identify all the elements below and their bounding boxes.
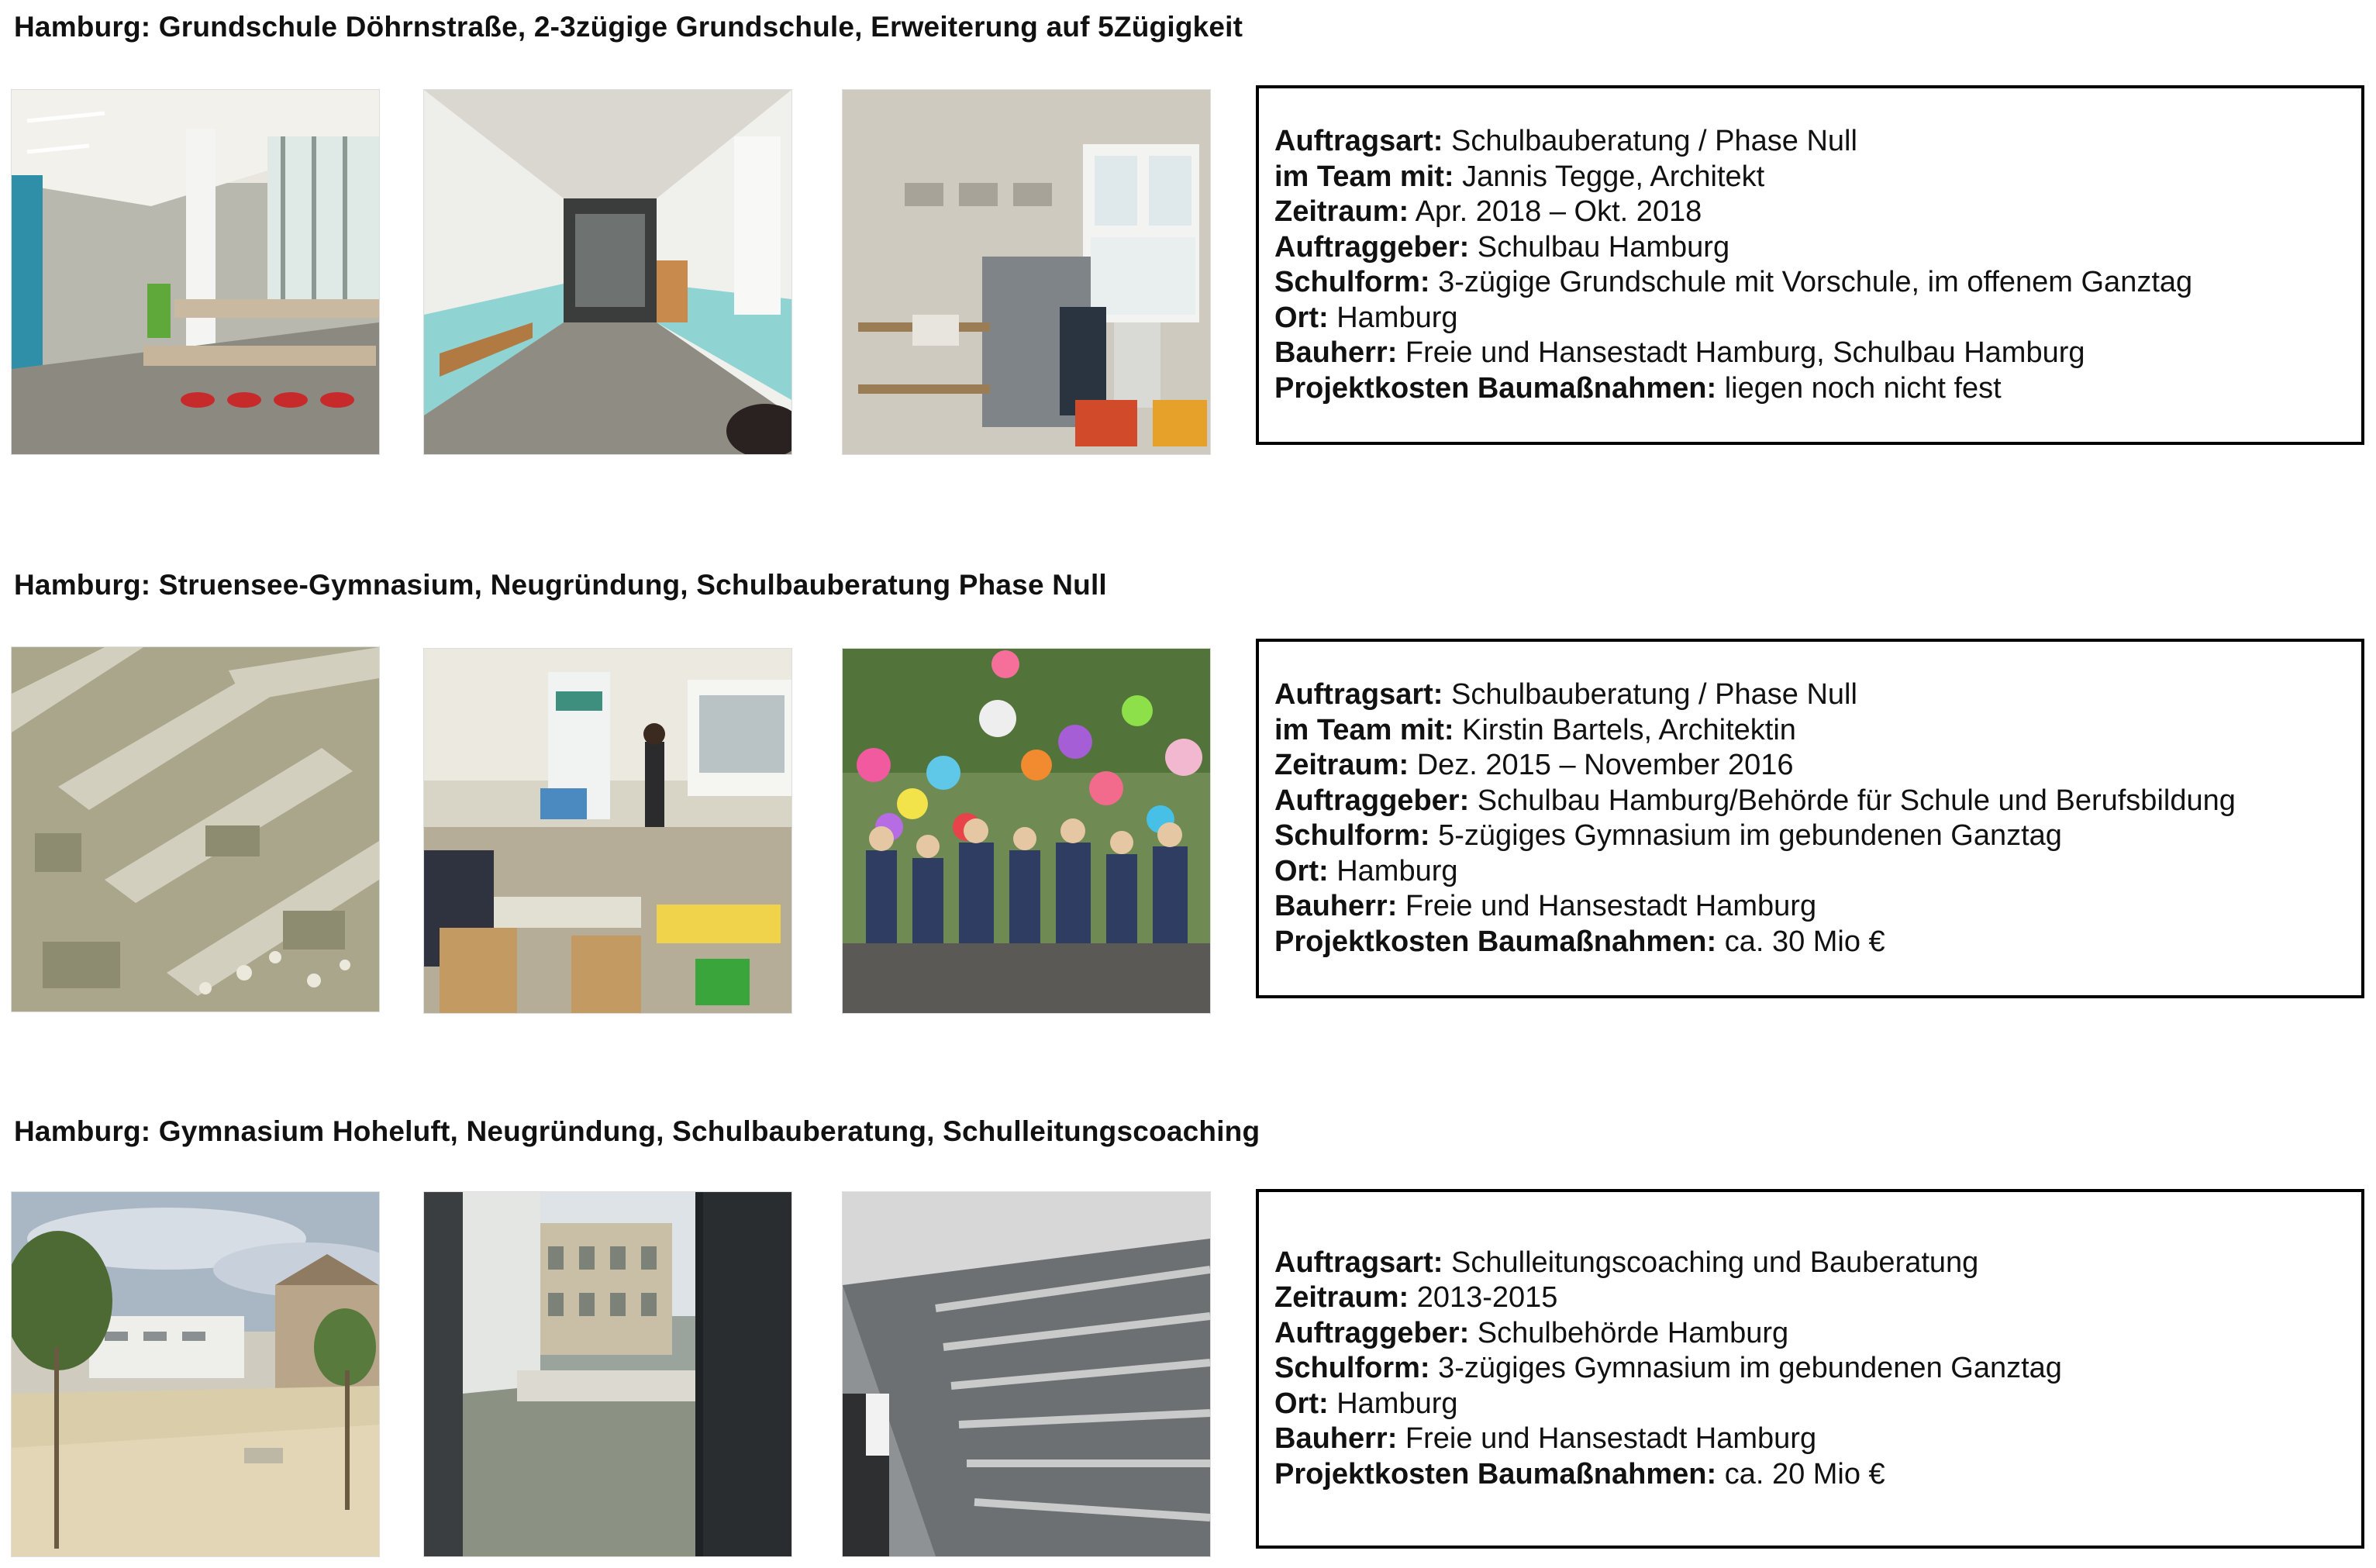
project-title: Hamburg: Grundschule Döhrnstraße, 2-3zügige Grundschule, Erweiterung auf 5Zügigkeit bbox=[14, 11, 1243, 43]
detail-auftragsart: Auftragsart: Schulbauberatung / Phase Null bbox=[1274, 678, 1857, 711]
aerial-map-photo bbox=[11, 646, 380, 1012]
detail-auftraggeber: Auftraggeber: Schulbau Hamburg/Behörde für Schule und Berufsbildung bbox=[1274, 784, 2236, 817]
detail-zeitraum: Zeitraum: 2013-2015 bbox=[1274, 1281, 1558, 1315]
school-hallway-photo bbox=[423, 89, 792, 455]
detail-projektkosten: Projektkosten Baumaßnahmen: ca. 20 Mio € bbox=[1274, 1457, 1885, 1490]
detail-ort: Ort: Hamburg bbox=[1274, 301, 1458, 334]
detail-zeitraum: Zeitraum: Apr. 2018 – Okt. 2018 bbox=[1274, 195, 1702, 228]
project-title: Hamburg: Struensee-Gymnasium, Neugründung, Schulbauberatung Phase Null bbox=[14, 569, 1107, 601]
schoolyard-exterior-photo bbox=[11, 1191, 380, 1557]
project-title: Hamburg: Gymnasium Hoheluft, Neugründung, Schulbauberatung, Schulleitungscoaching bbox=[14, 1115, 1260, 1147]
project-details-box bbox=[1256, 85, 2364, 445]
detail-auftraggeber: Auftraggeber: Schulbau Hamburg bbox=[1274, 230, 1730, 264]
detail-auftragsart: Auftragsart: Schulleitungscoaching und Bauberatung bbox=[1274, 1246, 1979, 1279]
detail-team: im Team mit: Kirstin Bartels, Architektin bbox=[1274, 713, 1796, 746]
detail-ort: Ort: Hamburg bbox=[1274, 1387, 1458, 1420]
workshop-classroom-photo bbox=[423, 648, 792, 1014]
detail-projektkosten: Projektkosten Baumaßnahmen: liegen noch nicht fest bbox=[1274, 371, 2002, 405]
project-details-box bbox=[1256, 639, 2364, 998]
cloakroom-photo bbox=[842, 89, 1211, 455]
detail-auftraggeber: Auftraggeber: Schulbehörde Hamburg bbox=[1274, 1316, 1789, 1349]
detail-team: im Team mit: Jannis Tegge, Architekt bbox=[1274, 160, 1765, 193]
detail-projektkosten: Projektkosten Baumaßnahmen: ca. 30 Mio € bbox=[1274, 925, 1885, 958]
courtyard-window-view-photo bbox=[423, 1191, 792, 1557]
detail-schulform: Schulform: 5-zügiges Gymnasium im gebundenen Ganztag bbox=[1274, 819, 2062, 852]
detail-bauherr: Bauherr: Freie und Hansestadt Hamburg bbox=[1274, 1422, 1817, 1456]
detail-auftragsart: Auftragsart: Schulbauberatung / Phase Null bbox=[1274, 125, 1857, 157]
detail-schulform: Schulform: 3-zügige Grundschule mit Vorschule, im offenem Ganztag bbox=[1274, 266, 2193, 298]
detail-bauherr: Bauherr: Freie und Hansestadt Hamburg bbox=[1274, 890, 1817, 922]
detail-schulform: Schulform: 3-zügiges Gymnasium im gebundenen Ganztag bbox=[1274, 1352, 2062, 1385]
detail-zeitraum: Zeitraum: Dez. 2015 – November 2016 bbox=[1274, 749, 1794, 781]
ceiling-detail-photo bbox=[842, 1191, 1211, 1557]
detail-bauherr: Bauherr: Freie und Hansestadt Hamburg, Schulbau Hamburg bbox=[1274, 336, 2085, 369]
project-details-box bbox=[1256, 1189, 2364, 1549]
children-balloons-photo bbox=[842, 648, 1211, 1014]
school-corridor-cafeteria-photo bbox=[11, 89, 380, 455]
detail-ort: Ort: Hamburg bbox=[1274, 854, 1458, 887]
